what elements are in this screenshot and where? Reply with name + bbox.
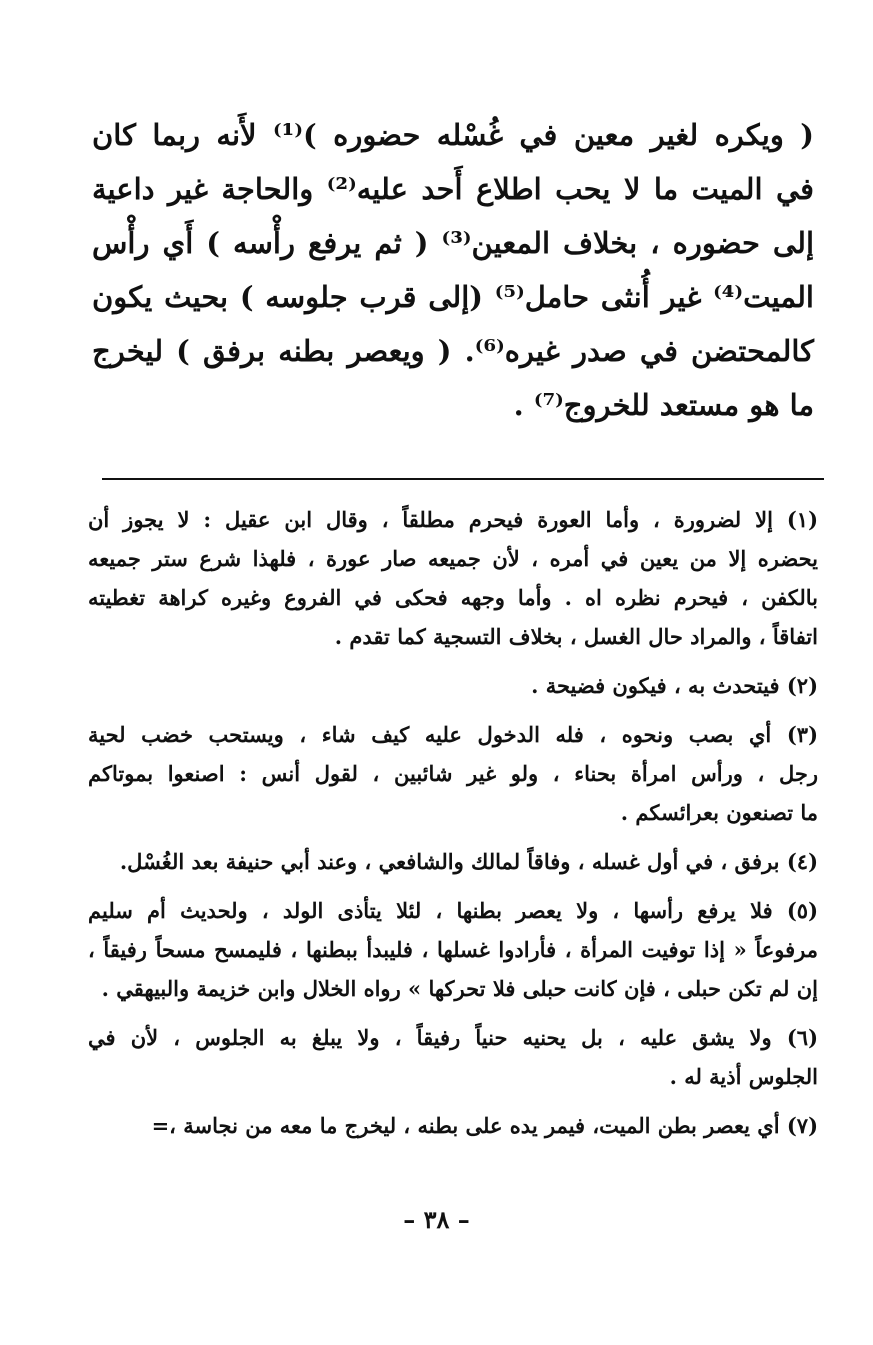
footnote-5 <box>88 891 818 1008</box>
footnote-line: إن لم تكن حبلى ، فإن كانت حبلى فلا تحركها » رواه الخلال وابن خزيمة والبيهقي . <box>101 976 818 1001</box>
footnote-2 <box>88 666 818 705</box>
footnote-line: الجلوس أذية له . <box>669 1064 818 1089</box>
main-line: في الميت ما لا يحب اطلاع أَحد عليه⁽²⁾ والحاجة غير داعية <box>92 172 814 206</box>
page-number: – ٣٨ – <box>403 1205 470 1234</box>
footnote-line: (٦) ولا يشق عليه ، بل يحنيه حنياً رفيقاً ، ولا يبلغ به الجلوس ، لأن في <box>88 1025 818 1050</box>
main-line: ما هو مستعد للخروج⁽⁷⁾ . <box>513 388 814 422</box>
footnote-line: (١) إلا لضرورة ، وأما العورة فيحرم مطلقاً ، وقال ابن عقيل : لا يجوز أن <box>88 507 818 532</box>
footnote-line: يحضره إلا من يعين في أمره ، لأن جميعه صار عورة ، فلهذا شرع ستر جميعه <box>88 546 818 571</box>
footnote-7 <box>88 1106 818 1145</box>
main-line: الميت⁽⁴⁾ غير أُنثى حامل⁽⁵⁾ (إلى قرب جلوسه ) بحيث يكون <box>92 280 814 314</box>
footnotes-block <box>88 500 818 1155</box>
footnote-line: (٥) فلا يرفع رأسها ، ولا يعصر بطنها ، لئلا يتأذى الولد ، ولحديث أم سليم <box>88 898 818 923</box>
footnote-line: مرفوعاً « إذا توفيت المرأة ، فأرادوا غسلها ، فليبدأ ببطنها ، فليمسح مسحاً رفيقاً ، <box>88 937 818 962</box>
footnote-line: رجل ، ورأس امرأة بحناء ، ولو غير شائبين ، لقول أنس : اصنعوا بموتاكم <box>88 761 818 786</box>
footnote-line: (٤) برفق ، في أول غسله ، وفاقاً لمالك والشافعي ، وعند أبي حنيفة بعد الغُسْل. <box>119 849 818 874</box>
footnote-line: (٧) أي يعصر بطن الميت، فيمر يده على بطنه ، ليخرج ما معه من نجاسة ،= <box>151 1113 818 1138</box>
footnote-1 <box>88 500 818 656</box>
footnote-4 <box>88 842 818 881</box>
main-line: إلى حضوره ، بخلاف المعين⁽³⁾ ( ثم يرفع رأْسه ) أَي رأْس <box>92 226 814 260</box>
main-text-block <box>92 108 814 432</box>
footnote-line: (٣) أي بصب ونحوه ، فله الدخول عليه كيف شاء ، ويستحب خضب لحية <box>88 722 818 747</box>
footnote-line: اتفاقاً ، والمراد حال الغسل ، بخلاف التسجية كما تقدم . <box>334 624 818 649</box>
footnote-3 <box>88 715 818 832</box>
footnote-6 <box>88 1018 818 1096</box>
footnote-line: (٢) فيتحدث به ، فيكون فضيحة . <box>531 673 818 698</box>
main-paragraph <box>92 108 814 432</box>
main-line: ( ويكره لغير معين في غُسْله حضوره )⁽¹⁾ لأَنه ربما كان <box>92 118 814 152</box>
main-line: كالمحتضن في صدر غيره⁽⁶⁾. ( ويعصر بطنه برفق ) ليخرج <box>92 334 814 368</box>
footnote-line: بالكفن ، فيحرم نظره اه . وأما وجهه فحكى في الفروع وغيره كراهة تغطيته <box>88 585 818 610</box>
footnote-line: ما تصنعون بعرائسكم . <box>620 800 818 825</box>
footnote-divider <box>102 478 824 480</box>
